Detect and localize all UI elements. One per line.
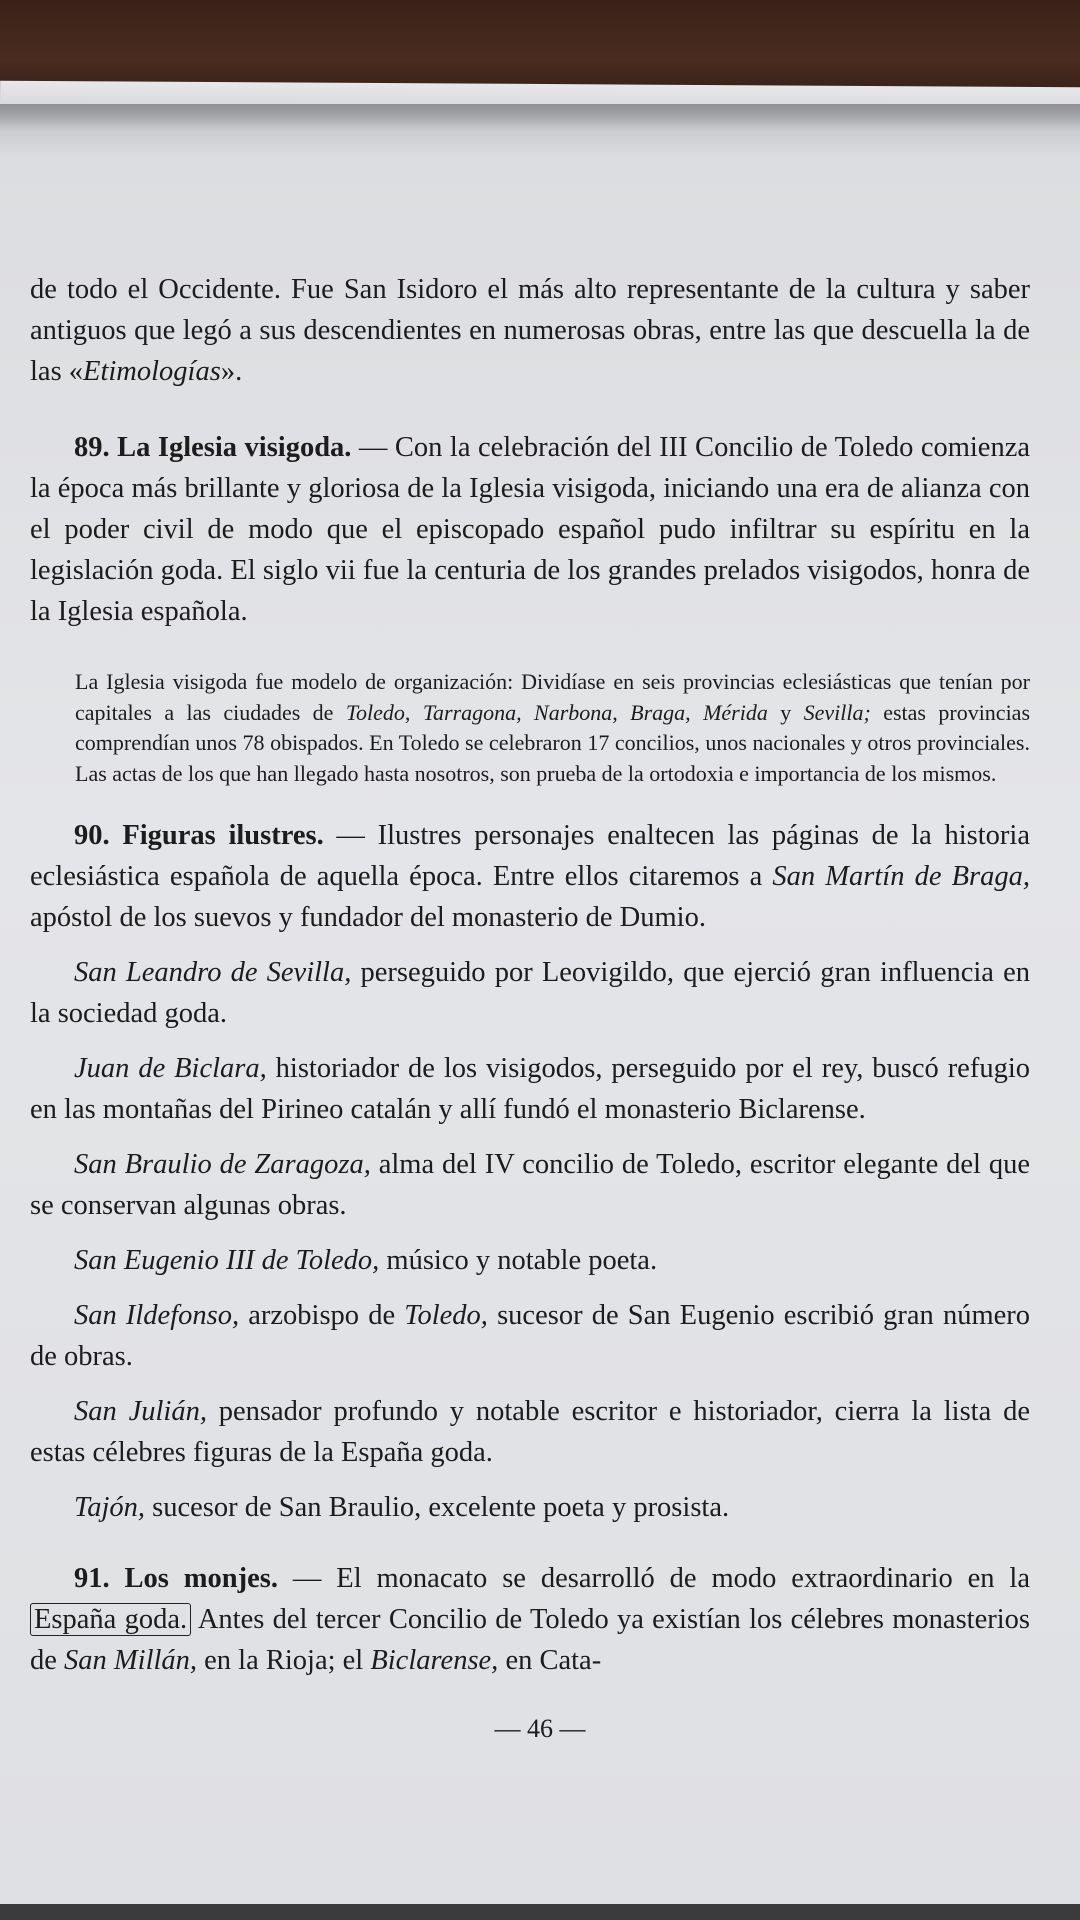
section-89-note — [75, 667, 1030, 789]
figure-entry — [30, 1487, 1030, 1528]
figure-name: San Ildefonso, — [74, 1300, 240, 1331]
note-cities: Toledo, Tarragona, Narbona, Braga, Mérida — [345, 699, 768, 725]
section-91-heading: Los monjes. — [124, 1563, 278, 1594]
figure-name: San Eugenio III de Toledo, — [74, 1245, 380, 1276]
boxed-handwritten-mark: España goda. — [30, 1603, 191, 1636]
note-text-b: estas provincias comprendían unos 78 obispados. En Toledo se celebraron 17 concilios, unos nacionales y otros provinciales. Las actas de los que han llegado hasta nosotros, son prueba de la ortodoxia e importancia de los mismos. — [75, 699, 1031, 786]
note-text-a: La Iglesia visigoda fue modelo de organización: Dividíase en seis provincias eclesiásticas que tenían por capitales a las ciudades de — [75, 669, 1030, 725]
figure-entry — [30, 1391, 1030, 1473]
section-91-biclarense: Biclarense, — [370, 1645, 499, 1676]
figure-name: San Julián, — [74, 1396, 207, 1427]
page-number: — 46 — — [494, 1714, 586, 1743]
figure-entry — [30, 1295, 1030, 1377]
section-90-text-a: Ilustres personajes enaltecen las páginas de la historia eclesiástica española de aquella época. Entre ellos citaremos a — [30, 820, 1030, 892]
figure-entry — [30, 1144, 1030, 1226]
section-91-text-a: El monacato se desarrolló de modo extraordinario en la — [336, 1563, 1030, 1594]
figure-name-2: Toledo, — [404, 1300, 488, 1331]
section-90-number: 90. — [74, 820, 110, 851]
section-89 — [30, 427, 1030, 632]
figure-entry — [30, 952, 1030, 1034]
figure-name: Tajón, — [74, 1492, 146, 1523]
book-page — [0, 104, 1080, 1904]
note-sevilla: Sevilla; — [803, 699, 871, 725]
section-90-text-b: apóstol de los suevos y fundador del monasterio de Dumio. — [30, 902, 706, 933]
figure-name: San Braulio de Zaragoza, — [74, 1149, 371, 1180]
section-91-text-b: Antes del tercer Concilio de Toledo ya existían los célebres monasterios de — [30, 1604, 1030, 1676]
intro-end: ». — [220, 356, 243, 387]
section-90-martin: San Martín de Braga, — [772, 861, 1030, 892]
figure-text: pensador profundo y notable escritor e historiador, cierra la lista de estas célebres figuras de la España goda. — [30, 1396, 1030, 1468]
intro-italic: Etimologías — [83, 356, 221, 387]
bottom-edge — [0, 1904, 1080, 1920]
section-89-dash: — — [351, 432, 395, 463]
section-91-text-d: en Cata- — [498, 1645, 602, 1676]
section-90-heading: Figuras ilustres. — [122, 820, 324, 851]
intro-text: de todo el Occidente. Fue San Isidoro el más alto representante de la cultura y saber antiguos que legó a sus descendientes en numerosas obras, entre las que descuella la de las « — [30, 274, 1030, 387]
figure-name: Juan de Biclara, — [74, 1053, 267, 1084]
figure-text: sucesor de San Braulio, excelente poeta y prosista. — [145, 1492, 730, 1523]
page-content — [30, 269, 1030, 1716]
figure-name: San Leandro de Sevilla, — [74, 957, 352, 988]
section-89-text: Con la celebración del III Concilio de Toledo comienza la época más brillante y gloriosa de la Iglesia visigoda, iniciando una era de alianza con el poder civil de modo que el episcopado español pudo infiltrar su espíritu en la legislación goda. El siglo vii fue la centuria de los grandes prelados visigodos, honra de la Iglesia española. — [30, 432, 1030, 627]
figure-text: alma del IV concilio de Toledo, escritor elegante del que se conservan algunas obras. — [30, 1149, 1030, 1221]
figure-text: historiador de los visigodos, perseguido por el rey, buscó refugio en las montañas del Pirineo catalán y allí fundó el monasterio Biclarense. — [30, 1053, 1030, 1125]
section-91-number: 91. — [74, 1563, 110, 1594]
figure-entry — [30, 1048, 1030, 1130]
figure-text: arzobispo de — [239, 1300, 405, 1331]
section-91-millan: San Millán, — [64, 1645, 198, 1676]
figure-text: perseguido por Leovigildo, que ejerció gran influencia en la sociedad goda. — [30, 957, 1030, 1029]
intro-paragraph — [30, 269, 1030, 392]
section-91 — [30, 1558, 1030, 1681]
section-91-text-c: en la Rioja; el — [197, 1645, 371, 1676]
section-89-number: 89. — [74, 432, 110, 463]
figure-text-2: sucesor de San Eugenio escribió gran número de obras. — [30, 1300, 1030, 1372]
figure-text: músico y notable poeta. — [379, 1245, 658, 1276]
note-and: y — [767, 699, 804, 725]
section-91-dash: — — [277, 1563, 337, 1594]
figure-entry — [30, 1240, 1030, 1281]
section-90-dash: — — [323, 820, 378, 851]
section-89-heading: La Iglesia visigoda. — [117, 432, 352, 463]
page-top-shadow — [0, 104, 1080, 130]
section-90 — [30, 815, 1030, 938]
